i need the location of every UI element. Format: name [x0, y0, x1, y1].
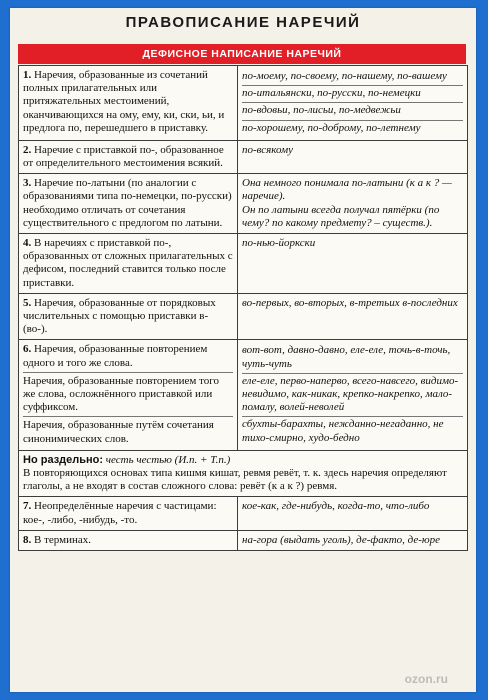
rule-examples: во-первых, во-вторых, в-третьих в-последних — [238, 293, 468, 340]
rules-table — [18, 65, 468, 551]
rule-examples: вот-вот, давно-давно, еле-еле, точь-в-точь, чуть-чуть еле-еле, перво-наперво, всего-навсего, видимо-невидимо, как-никак, крепко-накрепко, мало-помалу, волей-неволей сбухты-барахты, нежданно-негаданно, не тихо-смирно, худо-бедно — [238, 340, 468, 450]
table-row — [19, 530, 468, 550]
rule-text: 4. В наречиях с приставкой по-, образованных от сложных прилагательных с дефисом, последний ставится только после приставки. — [19, 234, 238, 294]
rule-text: 3. Наречие по-латыни (по аналогии с образованиями типа по-немецки, по-русски) необходимо отличать от сочетания существительного с предлогом по латыни. — [19, 174, 238, 234]
rule-text: 8. В терминах. — [19, 530, 238, 550]
rule-text: 5. Наречия, образованные от порядковых числительных с помощью приставки в- (во-). — [19, 293, 238, 340]
watermark: ozon.ru — [404, 672, 448, 686]
exception-note: Но раздельно: честь честью (И.п. + Т.п.) В повторяющихся основах типа кишмя кишат, ревмя ревёт, т. к. здесь наречия определяют глаголы, а не входят в состав сложного слова: ревёт (к а к ?) ревмя. — [19, 450, 468, 497]
rule-text: 2. Наречие с приставкой по-, образованное от определительного местоимения всякий. — [19, 140, 238, 173]
table-row — [19, 340, 468, 450]
rule-examples: Она немного понимала по-латыни (к а к ? — наречие). Он по латыни всегда получал пятёрки (по чему? по какому предмету? – существ.). — [238, 174, 468, 234]
page-title: ПРАВОПИСАНИЕ НАРЕЧИЙ — [125, 14, 361, 31]
table-row — [19, 174, 468, 234]
rule-examples: кое-как, где-нибудь, когда-то, что-либо — [238, 497, 468, 530]
rule-text: 1. Наречия, образованные из сочетаний полных прилагательных или притяжательных местоимений, оканчивающихся на ому, ему, ки, ски, ьи, и предлога по, перешедшего в приставку. — [19, 66, 238, 141]
table-row — [19, 293, 468, 340]
rule-examples: на-гора (выдать уголь), де-факто, де-юре — [238, 530, 468, 550]
section-header: ДЕФИСНОЕ НАПИСАНИЕ НАРЕЧИЙ — [18, 44, 466, 64]
rule-examples: по-нью-йоркски — [238, 234, 468, 294]
table-row — [19, 66, 468, 141]
table-row — [19, 497, 468, 530]
rule-text: 7. Неопределённые наречия с частицами: кое-, -либо, -нибудь, -то. — [19, 497, 238, 530]
rule-text: 6. Наречия, образованные повторением одного и того же слова. Наречия, образованные повторением того же слова, осложнённого приставкой или суффиксом. Наречия, образованные путём сочетания синонимических слов. — [19, 340, 238, 450]
rule-examples: по-моему, по-своему, по-нашему, по-вашему по-итальянски, по-русски, по-немецки по-вдовьи, по-лисьи, по-медвежьи по-хорошему, по-доброму, по-летнему — [238, 66, 468, 141]
rule-examples: по-всякому — [238, 140, 468, 173]
table-row — [19, 140, 468, 173]
poster — [10, 8, 476, 692]
table-row — [19, 234, 468, 294]
note-row — [19, 450, 468, 497]
